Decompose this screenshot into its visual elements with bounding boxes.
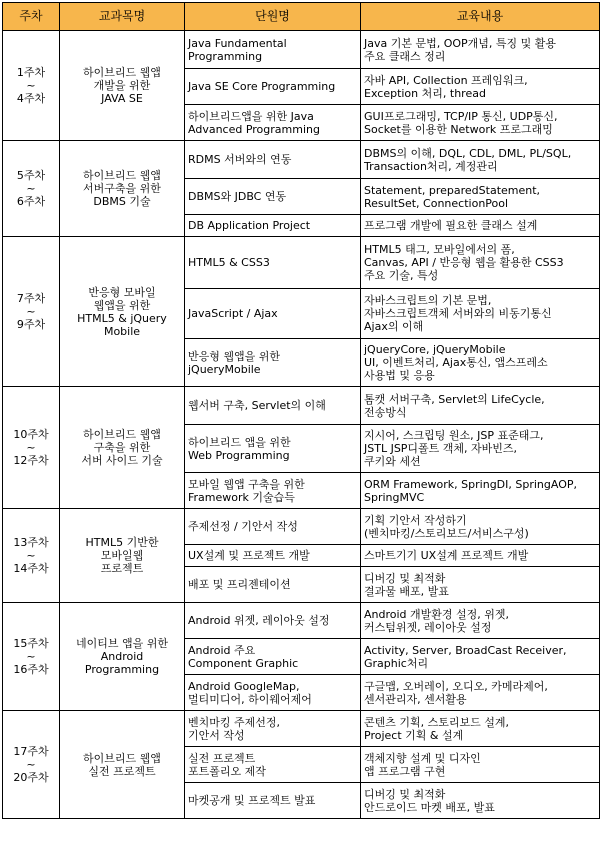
cell-line: Socket를 이용한 Network 프로그래밍 <box>364 122 553 136</box>
cell-line: 자바스크립트객체 서버와의 비동기통신 <box>364 307 552 320</box>
cell-line: Android 개발환경 설정, 위젯, <box>364 607 510 621</box>
cell-line: GUI프로그래밍, TCP/IP 통신, UDP통신, <box>364 109 558 123</box>
cell-line: Java 기본 문법, OOP개념, 특징 및 활용 <box>364 36 557 50</box>
cell-line: ~ <box>26 79 36 92</box>
unit-cell <box>185 339 361 387</box>
cell-line: HTML5 기반한 <box>85 536 159 549</box>
cell-line: Java SE Core Programming <box>188 80 336 93</box>
header-content: 교육내용 <box>361 3 600 31</box>
cell-line: 웹앱을 위한 <box>93 298 151 312</box>
cell-line: 콘텐츠 기획, 스토리보드 설계, <box>364 715 509 729</box>
unit-cell <box>185 387 361 425</box>
content-cell <box>361 783 600 819</box>
course-cell <box>60 509 185 603</box>
table-row <box>3 237 600 289</box>
cell-line: 디버깅 및 최적화 <box>364 787 446 801</box>
week-cell <box>3 711 60 819</box>
cell-line: ~ <box>26 650 36 663</box>
cell-line: 웹서버 구축, Servlet의 이해 <box>188 399 326 412</box>
week-cell <box>3 387 60 509</box>
course-cell <box>60 603 185 711</box>
content-cell <box>361 105 600 141</box>
cell-line: DBMS의 이해, DQL, CDL, DML, PL/SQL, <box>364 146 572 160</box>
cell-line: Android 위젯, 레이아웃 설정 <box>188 614 330 627</box>
cell-line: 객체지향 설계 및 디자인 <box>364 751 481 765</box>
content-cell <box>361 747 600 783</box>
cell-line: Canvas, API / 반응형 웹을 활용한 CSS3 <box>364 256 564 269</box>
cell-line: 실전 프로젝트 <box>188 751 256 765</box>
header-week: 주차 <box>3 3 60 31</box>
unit-cell <box>185 509 361 545</box>
content-cell <box>361 473 600 509</box>
week-cell <box>3 509 60 603</box>
cell-line: 반응형 모바일 <box>88 285 156 299</box>
cell-line: Android 주요 <box>188 643 256 657</box>
week-cell <box>3 603 60 711</box>
cell-line: 서버 사이드 기술 <box>81 454 163 467</box>
unit-cell <box>185 545 361 567</box>
cell-line: UI, 이벤트처리, Ajax통신, 앱스프레소 <box>364 356 548 369</box>
cell-line: 하이브리드앱을 위한 Java <box>188 109 314 123</box>
content-cell <box>361 603 600 639</box>
cell-line: 배포 및 프리젠테이션 <box>188 578 291 591</box>
cell-line: ResultSet, ConnectionPool <box>364 196 509 210</box>
cell-line: 하이브리드 웹앱 <box>83 428 161 441</box>
cell-line: ~ <box>26 441 36 454</box>
header-row <box>3 3 600 31</box>
cell-line: 마켓공개 및 프로젝트 발표 <box>188 794 316 807</box>
cell-line: 주요 기술, 특성 <box>364 269 439 282</box>
cell-line: 네이티브 앱을 위한 <box>75 637 168 650</box>
cell-line: Programming <box>188 49 263 63</box>
cell-line: RDMS 서버와의 연동 <box>188 153 292 166</box>
cell-line: 7주차 <box>16 292 46 305</box>
curriculum-table <box>2 2 600 819</box>
cell-line: 기획 기안서 작성하기 <box>364 513 467 527</box>
cell-line: 하이브리드 앱을 위한 <box>188 435 291 449</box>
cell-line: 서버구축을 위한 <box>83 182 161 195</box>
unit-cell <box>185 473 361 509</box>
course-cell <box>60 711 185 819</box>
unit-cell <box>185 567 361 603</box>
cell-line: DBMS 기술 <box>93 195 151 208</box>
cell-line: 모바일웹 <box>100 549 144 562</box>
cell-line: 멀티미디어, 하이웨어제어 <box>188 692 312 706</box>
cell-line: 안드로이드 마켓 배포, 발표 <box>364 800 495 814</box>
cell-line: 12주차 <box>13 454 49 467</box>
content-cell <box>361 639 600 675</box>
content-cell <box>361 509 600 545</box>
cell-line: 프로젝트 <box>100 562 144 575</box>
table-row <box>3 141 600 179</box>
cell-line: 벤치마킹 주제선정, <box>188 715 281 729</box>
cell-line: 개발을 위한 <box>93 79 151 92</box>
unit-cell <box>185 237 361 289</box>
course-cell <box>60 387 185 509</box>
cell-line: Component Graphic <box>188 656 299 670</box>
cell-line: 포트폴리오 제작 <box>188 764 266 778</box>
cell-line: 5주차 <box>16 169 46 182</box>
cell-line: 구축을 위한 <box>93 441 151 454</box>
cell-line: jQueryCore, jQueryMobile <box>364 343 506 356</box>
cell-line: Programming <box>84 663 160 676</box>
content-cell <box>361 289 600 339</box>
content-cell <box>361 69 600 105</box>
cell-line: 자바 API, Collection 프레임워크, <box>364 73 528 87</box>
cell-line: 20주차 <box>13 771 49 784</box>
cell-line: 디버깅 및 최적화 <box>364 571 446 585</box>
table-row <box>3 711 600 747</box>
content-cell <box>361 711 600 747</box>
unit-cell <box>185 69 361 105</box>
content-cell <box>361 179 600 215</box>
cell-line: 결과물 배포, 발표 <box>364 584 449 598</box>
cell-line: 4주차 <box>16 92 46 105</box>
unit-cell <box>185 215 361 237</box>
cell-line: Framework 기술습득 <box>188 490 295 504</box>
cell-line: (벤치마킹/스토리보드/서비스구성) <box>364 526 529 540</box>
cell-line: UX설계 및 프로젝트 개발 <box>188 549 310 562</box>
unit-cell <box>185 747 361 783</box>
cell-line: 반응형 웹앱을 위한 <box>188 349 281 363</box>
cell-line: Advanced Programming <box>188 122 320 136</box>
cell-line: JAVA SE <box>101 92 143 105</box>
content-cell <box>361 387 600 425</box>
unit-cell <box>185 31 361 69</box>
cell-line: 6주차 <box>16 195 46 208</box>
cell-line: ~ <box>26 305 36 318</box>
cell-line: 스마트기기 UX설계 프로젝트 개발 <box>364 549 529 562</box>
content-cell <box>361 339 600 387</box>
table-row <box>3 31 600 69</box>
cell-line: 9주차 <box>16 318 46 331</box>
unit-cell <box>185 675 361 711</box>
unit-cell <box>185 141 361 179</box>
cell-line: 10주차 <box>13 428 49 441</box>
cell-line: 하이브리드 웹앱 <box>83 751 161 765</box>
unit-cell <box>185 639 361 675</box>
cell-line: HTML5 & jQuery <box>77 311 167 325</box>
cell-line: 1주차 <box>16 66 46 79</box>
cell-line: SpringMVC <box>364 490 425 504</box>
cell-line: JSTL JSP디폴트 객체, 자바빈즈, <box>364 442 518 455</box>
cell-line: Activity, Server, BroadCast Receiver, <box>364 643 567 657</box>
cell-line: Ajax의 이해 <box>364 320 424 333</box>
cell-line: 커스텀위젯, 레이아웃 설정 <box>364 620 492 634</box>
header-unit: 단원명 <box>185 3 361 31</box>
content-cell <box>361 215 600 237</box>
unit-cell <box>185 783 361 819</box>
course-cell <box>60 141 185 237</box>
cell-line: 17주차 <box>13 745 49 758</box>
cell-line: Android GoogleMap, <box>188 679 300 693</box>
cell-line: 14주차 <box>13 562 49 575</box>
cell-line: 지시어, 스크립팅 원소, JSP 표준태그, <box>364 429 544 442</box>
cell-line: 실전 프로젝트 <box>88 764 156 778</box>
cell-line: Exception 처리, thread <box>364 86 486 100</box>
cell-line: 모바일 웹앱 구축을 위한 <box>188 477 305 491</box>
cell-line: 하이브리드 웹앱 <box>83 66 161 79</box>
cell-line: jQueryMobile <box>188 362 261 376</box>
content-cell <box>361 567 600 603</box>
content-cell <box>361 675 600 711</box>
cell-line: 기안서 작성 <box>188 728 245 742</box>
cell-line: 구글맵, 오버레이, 오디오, 카메라제어, <box>364 679 548 693</box>
cell-line: Java Fundamental <box>188 36 287 50</box>
unit-cell <box>185 603 361 639</box>
cell-line: ~ <box>26 758 36 771</box>
cell-line: HTML5 태그, 모바일에서의 폼, <box>364 243 515 256</box>
cell-line: 16주차 <box>13 663 49 676</box>
table-row <box>3 387 600 425</box>
content-cell <box>361 31 600 69</box>
unit-cell <box>185 711 361 747</box>
cell-line: Mobile <box>103 324 141 338</box>
cell-line: 자바스크립트의 기본 문법, <box>364 294 492 307</box>
cell-line: ORM Framework, SpringDI, SpringAOP, <box>364 477 577 491</box>
week-cell <box>3 31 60 141</box>
week-cell <box>3 141 60 237</box>
cell-line: 센서관리자, 센서활용 <box>364 692 467 706</box>
course-cell <box>60 237 185 387</box>
content-cell <box>361 425 600 473</box>
cell-line: JavaScript / Ajax <box>188 307 278 320</box>
table-row <box>3 509 600 545</box>
cell-line: ~ <box>26 182 36 195</box>
cell-line: Android <box>100 650 144 663</box>
cell-line: Statement, preparedStatement, <box>364 183 541 197</box>
unit-cell <box>185 289 361 339</box>
cell-line: 쿠키와 세션 <box>364 455 421 468</box>
cell-line: 13주차 <box>13 536 49 549</box>
cell-line: 주제선정 / 기안서 작성 <box>188 520 298 533</box>
cell-line: DB Application Project <box>188 219 311 232</box>
cell-line: 사용법 및 응용 <box>364 369 435 382</box>
cell-line: 전송방식 <box>364 405 407 419</box>
cell-line: 15주차 <box>13 637 49 650</box>
cell-line: Transaction처리, 계정관리 <box>364 159 498 173</box>
table-body <box>3 31 600 819</box>
course-cell <box>60 31 185 141</box>
cell-line: 하이브리드 웹앱 <box>83 169 161 182</box>
header-course: 교과목명 <box>60 3 185 31</box>
cell-line: 주요 클래스 정리 <box>364 49 446 63</box>
content-cell <box>361 237 600 289</box>
cell-line: 프로그램 개발에 필요한 클래스 설계 <box>364 219 538 232</box>
cell-line: 톰캣 서버구축, Servlet의 LifeCycle, <box>364 392 545 406</box>
unit-cell <box>185 179 361 215</box>
cell-line: Project 기획 & 설계 <box>364 728 464 742</box>
content-cell <box>361 545 600 567</box>
unit-cell <box>185 105 361 141</box>
cell-line: HTML5 & CSS3 <box>188 256 270 269</box>
unit-cell <box>185 425 361 473</box>
cell-line: Graphic처리 <box>364 656 429 670</box>
cell-line: 앱 프로그램 구현 <box>364 764 446 778</box>
cell-line: Web Programming <box>188 448 290 462</box>
table-row <box>3 603 600 639</box>
content-cell <box>361 141 600 179</box>
cell-line: ~ <box>26 549 36 562</box>
week-cell <box>3 237 60 387</box>
cell-line: DBMS와 JDBC 연동 <box>188 190 287 203</box>
